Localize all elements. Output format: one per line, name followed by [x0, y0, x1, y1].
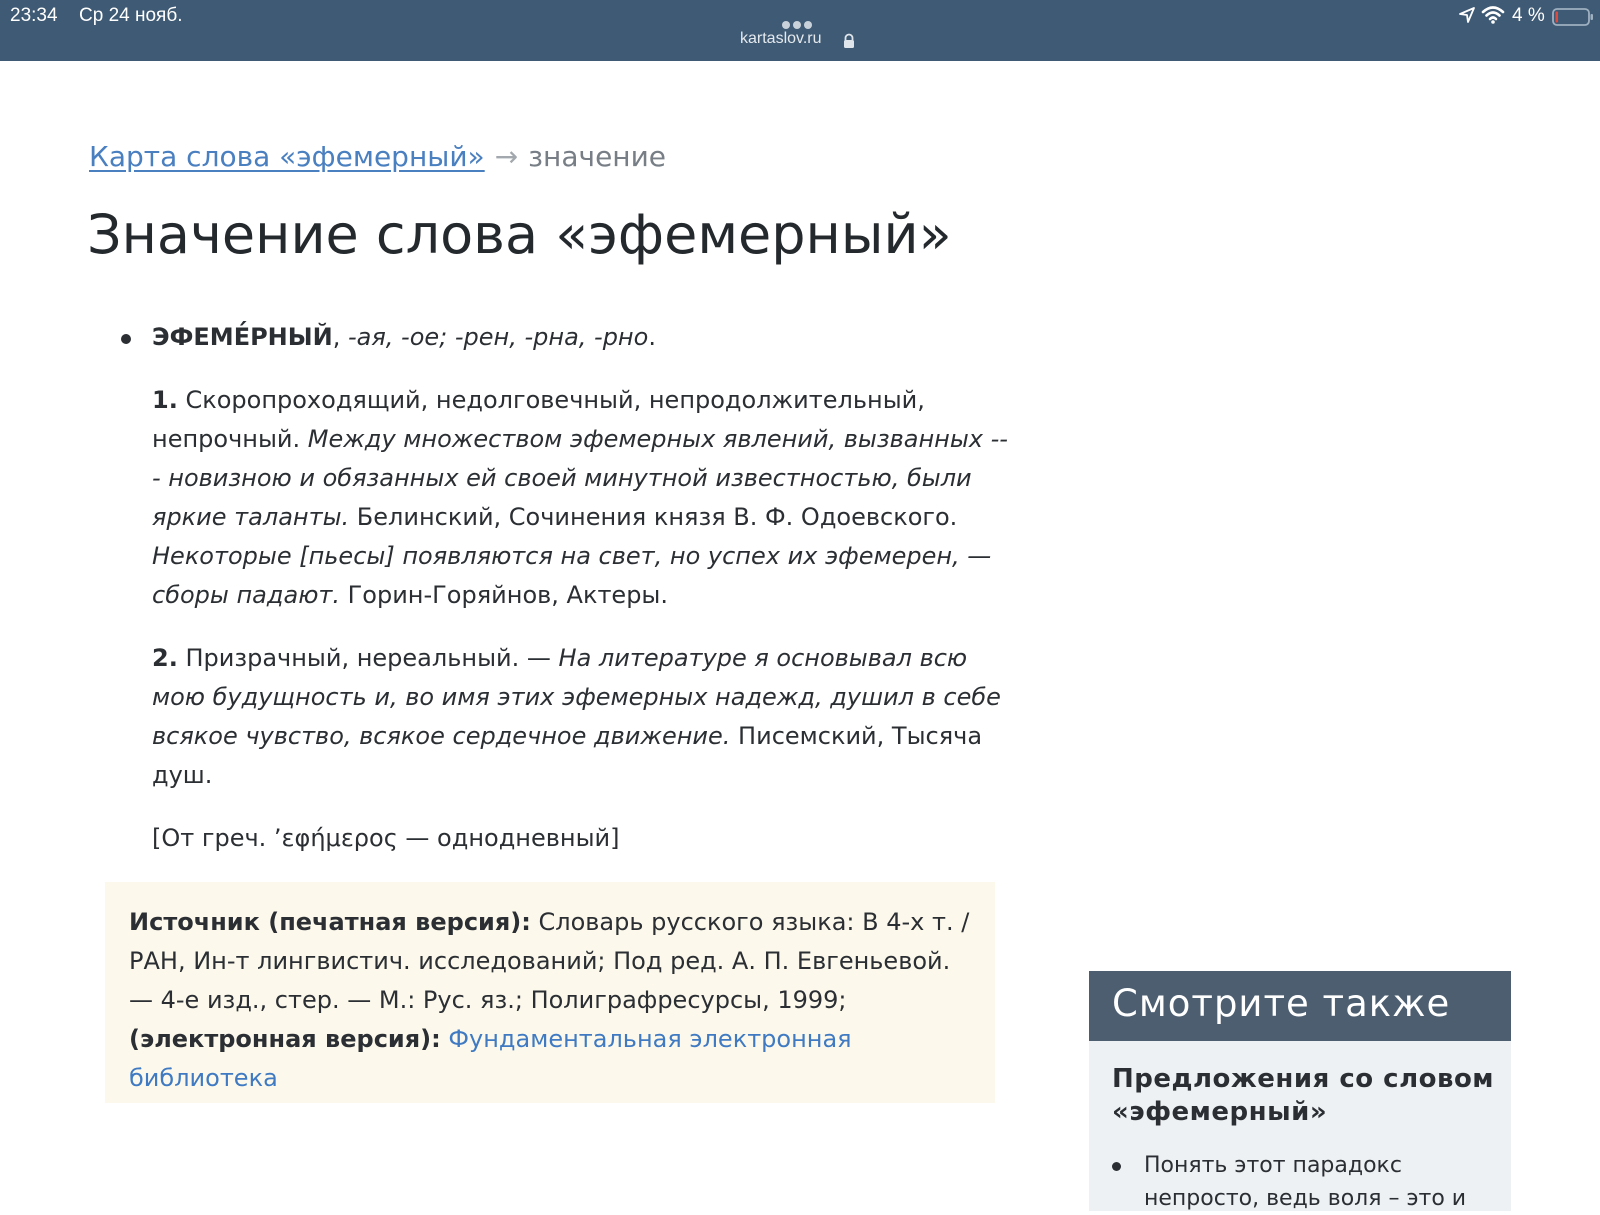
- sense-2: [152, 639, 1008, 795]
- sense-1-definition: Скоропроходящий, недолговечный, непродолжительный, непрочный.: [152, 386, 925, 453]
- more-dots-icon[interactable]: [782, 14, 818, 24]
- sense-1-source-2: Горин-Горяйнов, Актеры.: [347, 581, 668, 609]
- etymology: [От греч. ’εφήμερος — однодневный]: [152, 824, 620, 852]
- word-forms: -ая, -ое; -рен, -рна, -рно: [347, 323, 649, 351]
- entry-headline: ЭФЕМЕ́РНЫЙ, -ая, -ое; -рен, -рна, -рно.: [118, 318, 1008, 357]
- battery-percent: 4 %: [1512, 5, 1545, 26]
- location-arrow-icon: [1458, 6, 1476, 24]
- sense-1-quote-1: Между множеством эфемерных явлений, вызванных --- новизною и обязанных ей своей минутной известностью, были яркие таланты.: [152, 425, 1008, 531]
- source-electronic-label: (электронная версия):: [129, 1025, 441, 1053]
- status-time: 23:34: [10, 5, 58, 26]
- sense-2-number: 2.: [152, 644, 178, 672]
- sense-1: [152, 381, 1008, 615]
- dictionary-entry: [118, 318, 1008, 882]
- sense-2-quote: На литературе я основывал всю мою будущность и, во имя этих эфемерных надежд, душил в себе всякое чувство, всякое сердечное движение.: [152, 644, 1001, 750]
- see-also-item-text[interactable]: Понять этот парадокс непросто, ведь воля – это и: [1144, 1153, 1467, 1211]
- source-electronic-link[interactable]: Фундаментальная электронная библиотека: [129, 1025, 852, 1092]
- status-bar: [0, 0, 1600, 61]
- wifi-icon: [1481, 5, 1505, 25]
- bullet-icon: [121, 334, 131, 344]
- lock-icon: [842, 33, 856, 49]
- breadcrumb-separator: →: [494, 140, 519, 173]
- page-title: Значение слова «эфемерный»: [87, 203, 952, 266]
- source-print-text: Словарь русского языка: В 4-х т. / РАН, Ин-т лингвистич. исследований; Под ред. А. П. Евгеньевой. — 4-е изд., стер. — М.: Рус. яз.; Полиграфресурсы, 1999;: [129, 908, 970, 1014]
- sense-2-definition: Призрачный, нереальный. —: [185, 644, 551, 672]
- status-date: Ср 24 нояб.: [79, 5, 183, 26]
- bullet-icon: [1112, 1162, 1121, 1171]
- breadcrumb-link-word-map[interactable]: Карта слова «эфемерный»: [89, 140, 485, 173]
- source-box: [105, 882, 995, 1103]
- see-also-panel: [1089, 971, 1511, 1211]
- see-also-subheading[interactable]: Предложения со словом «эфемерный»: [1112, 1064, 1495, 1127]
- sense-1-quote-2: Некоторые [пьесы] появляются на свет, но успех их эфемерен, — сборы падают.: [152, 542, 992, 609]
- sense-2-source: Писемский, Тысяча душ.: [152, 722, 983, 789]
- breadcrumb-current: значение: [528, 140, 667, 173]
- breadcrumb: [89, 140, 666, 173]
- source-print-label: Источник (печатная версия):: [129, 908, 531, 936]
- battery-icon: [1552, 7, 1594, 27]
- sense-1-source-1: Белинский, Сочинения князя В. Ф. Одоевского.: [356, 503, 958, 531]
- headword: ЭФЕМЕ́РНЫЙ: [152, 323, 333, 351]
- see-also-list-item[interactable]: [1144, 1149, 1484, 1215]
- see-also-heading: Смотрите также: [1089, 971, 1511, 1041]
- sense-1-number: 1.: [152, 386, 178, 414]
- address-url[interactable]: kartaslov.ru: [740, 30, 822, 47]
